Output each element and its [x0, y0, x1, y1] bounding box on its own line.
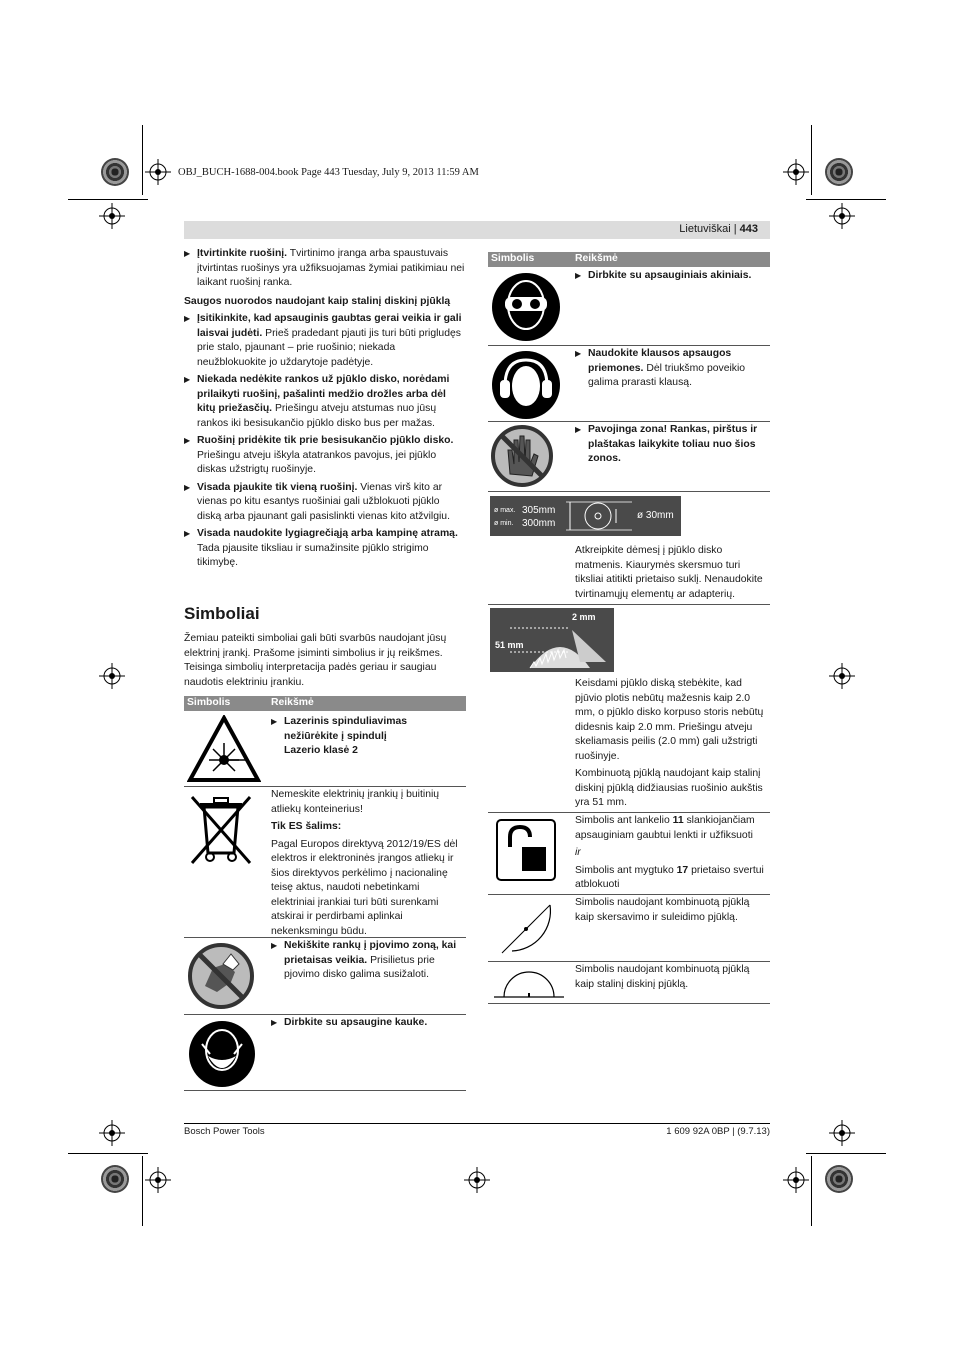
button-number: 17	[676, 864, 689, 876]
bullet-rotating-blade: ▶ Ruošinį pridėkite tik prie besisukančio pjūklo disko. Priešingu atveju iškyla atatrankos pavojus, jei pjūklo diskas užstrigtų ruošinyje.	[184, 434, 466, 478]
left-table-header	[184, 696, 466, 711]
no-hands-icon	[187, 942, 255, 1010]
bullet-guard: ▶ Įsitikinkite, kad apsauginis gaubtas gerai veikia ir gali laisvai judėti. Prieš pradedant pjauti jis turi būti prigludęs prie stalo, pjaunant – prie ruošinio; niekada neužblokuokite jo uždarytoje padėtyje.	[184, 312, 466, 370]
page-header: Lietuviškai | 443	[184, 221, 770, 239]
page-number: 443	[739, 223, 758, 235]
cut-height-label: 51 mm	[495, 640, 524, 650]
blade-thickness-text: Keisdami pjūklo diską stebėkite, kad pjūvio plotis nebūtų mažesnis kaip 2.0 mm, o pjūklo disko korpuso storis nebūtų didesnis kaip 2.0 mm. Priešingu atveju skeliamasis peilis (2.0 mm) gali užstrigti ruošinyje.	[575, 678, 764, 762]
symbol-row-weee	[184, 787, 466, 938]
footer-brand: Bosch Power Tools	[184, 1126, 265, 1137]
disc-outline-icon	[562, 498, 632, 534]
laser-warning-icon	[187, 715, 261, 783]
bullet-hands-behind-blade: ▶ Niekada nedėkite rankos už pjūklo disko, norėdami prilaikyti ruošinį, pašalinti medžio drožles arba dėl kitų priežasčių. Priešingu atveju atstumas nuo jūsų rankos iki besisukančio pjūklo disko bus per mažas.	[184, 373, 466, 431]
disc-max-value: 305mm	[522, 505, 556, 516]
disc-bore: ø 30mm	[637, 510, 674, 521]
color-rosette-icon	[101, 1165, 129, 1193]
color-rosette-icon	[825, 1165, 853, 1193]
blade-cross-section-icon	[510, 622, 610, 670]
blade-max-height-text: Kombinuotą pjūklą naudojant kaip stalinį diskinį pjūklą didžiausias ruošinio aukštis yra 51 mm.	[575, 768, 763, 808]
print-imprint: OBJ_BUCH-1688-004.book Page 443 Tuesday, July 9, 2013 11:59 AM	[178, 167, 479, 178]
weee-eu-only: Tik ES šalims:	[271, 821, 342, 832]
registration-mark-icon	[145, 1167, 171, 1193]
weee-warning: Nemeskite elektrinių įrankių į buitinių atliekų konteinerius!	[271, 789, 440, 815]
bullet-fasten-workpiece: ▶ Įtvirtinkite ruošinį. Tvirtinimo įranga arba spaustuvais įtvirtintas ruošinys yra užfiksuojamas žymiai patikimiau nei laikant ruošinį ranka.	[184, 247, 466, 291]
symbol-row-mask	[184, 1015, 466, 1091]
weee-directive: Pagal Europos direktyvą 2012/19/ES dėl elektros ir elektroninės įrangos atliekų ir šios direktyvos perkėlimo į nacionalinę teisę aktus, naudoti nebetinkami elektriniai įrankiai turi būti surenkami atskirai ir perdirbami aplinkai nekenksmingu būdu.	[271, 838, 458, 937]
registration-mark-icon	[145, 159, 171, 185]
bullet-one-workpiece: ▶ Visada pjaukite tik vieną ruošinį. Vienas virš kito ar vienas po kitu esantys ruošiniai gali užblokuoti pjūklo diską arba pjaunant gali pasislinkti vienas kito atžvilgiu.	[184, 481, 466, 525]
laser-line1: Lazerinis spinduliavimas	[284, 716, 407, 727]
blade-dimensions-graphic	[490, 608, 614, 672]
registration-mark-icon	[783, 1167, 809, 1193]
table-saw-text: Simbolis naudojant kombinuotą pjūklą kaip stalinį diskinį pjūklą.	[575, 964, 750, 990]
registration-mark-icon	[829, 663, 855, 689]
color-rosette-icon	[825, 158, 853, 186]
kerf-label: 2 mm	[572, 612, 596, 622]
safety-goggles-icon	[491, 272, 561, 342]
registration-mark-icon	[99, 1120, 125, 1146]
bullet-use-fence: ▶ Visada naudokite lygiagrečiąją arba kampinę atramą. Tada pjausite tiksliau ir sumažinsite pjūklo strigimo tikimybę.	[184, 527, 466, 571]
registration-mark-icon	[464, 1167, 490, 1193]
laser-line3: Lazerio klasė 2	[284, 745, 358, 756]
danger-instruction: ▶ Pavojinga zona! Rankas, pirštus ir plaštakas laikykite toliau nuo šios zonos.	[575, 423, 770, 467]
registration-mark-icon	[829, 203, 855, 229]
col-meaning: Reikšmė	[575, 253, 618, 264]
table-saw-mode-icon	[494, 967, 564, 999]
hand-prohibited-icon	[490, 424, 554, 488]
header-language: Lietuviškai	[679, 223, 731, 235]
miter-saw-mode-icon	[498, 901, 554, 957]
col-symbol: Simbolis	[187, 697, 231, 708]
laser-line2: nežiūrėkite į spindulį	[284, 730, 387, 742]
left-column-text	[184, 247, 466, 574]
right-table-header	[488, 252, 770, 267]
ear-protection-icon	[491, 350, 561, 420]
disc-size-text: Atkreipkite dėmesį į pjūklo disko matmenis. Kiaurymės skersmuo turi tiksliai atitikti prietaiso suklį. Nenaudokite tvirtinamųjų elementų ar adapterių.	[575, 545, 763, 600]
symbol-row-laser	[184, 712, 466, 787]
disc-dimensions-graphic	[490, 496, 681, 536]
symbol-row-table-saw	[488, 962, 770, 1004]
disc-min-value: 300mm	[522, 518, 556, 529]
symbol-row-ear	[488, 346, 770, 422]
lock-or: ir	[575, 847, 581, 858]
symbol-row-miter	[488, 895, 770, 962]
miter-text: Simbolis naudojant kombinuotą pjūklą kaip skersavimo ir suleidimo pjūklą.	[575, 897, 750, 923]
dust-mask-icon	[188, 1020, 256, 1088]
hand-warning: ▶ Nekiškite rankų į pjovimo zoną, kai prietaisas veikia. Prisilietus prie pjovimo disko galima susižaloti.	[271, 939, 466, 983]
symbol-row-danger	[488, 422, 770, 492]
registration-mark-icon	[829, 1120, 855, 1146]
symbol-row-disc-size	[488, 492, 770, 605]
mask-instruction: ▶ Dirbkite su apsaugine kauke.	[271, 1016, 466, 1031]
color-rosette-icon	[101, 158, 129, 186]
col-meaning: Reikšmė	[271, 697, 314, 708]
registration-mark-icon	[783, 159, 809, 185]
registration-mark-icon	[99, 203, 125, 229]
symbols-intro: Žemiau pateikti simboliai gali būti svarbūs naudojant jūsų elektrinį įrankį. Prašome įsiminti simbolius ir jų reikšmes. Teisinga simbolių interpretacija padės geriau ir saugiau naudotis elektriniu įrankiu.	[184, 633, 447, 688]
section-title: Simboliai	[184, 604, 260, 623]
padlock-open-icon	[496, 819, 556, 881]
symbol-row-lock: Simbolis ant lankelio 11 slankiojančiam apsauginiam gaubtui lenkti ir užfiksuoti ir Simbolis ant mygtuko 17 prietaiso svertui atblokuoti	[488, 813, 770, 895]
ear-instruction: ▶ Naudokite klausos apsaugos priemones. Dėl triukšmo poveikio galima prarasti klausą.	[575, 347, 770, 391]
footer-rule	[184, 1123, 770, 1124]
symbol-row-blade	[488, 605, 770, 813]
footer-doc-code: 1 609 92A 0BP | (9.7.13)	[666, 1126, 770, 1137]
lever-number: 11	[672, 815, 684, 826]
registration-mark-icon	[99, 663, 125, 689]
subheading-table-saw-safety: Saugos nuorodos naudojant kaip stalinį diskinį pjūklą	[184, 295, 451, 307]
symbol-row-hand	[184, 938, 466, 1015]
col-symbol: Simbolis	[491, 253, 535, 264]
disc-min-label: ø min.	[494, 520, 514, 527]
crossed-bin-icon	[188, 793, 254, 865]
goggles-instruction: ▶ Dirbkite su apsauginiais akiniais.	[575, 269, 770, 284]
symbol-row-goggles	[488, 268, 770, 346]
disc-max-label: ø max.	[494, 507, 516, 514]
